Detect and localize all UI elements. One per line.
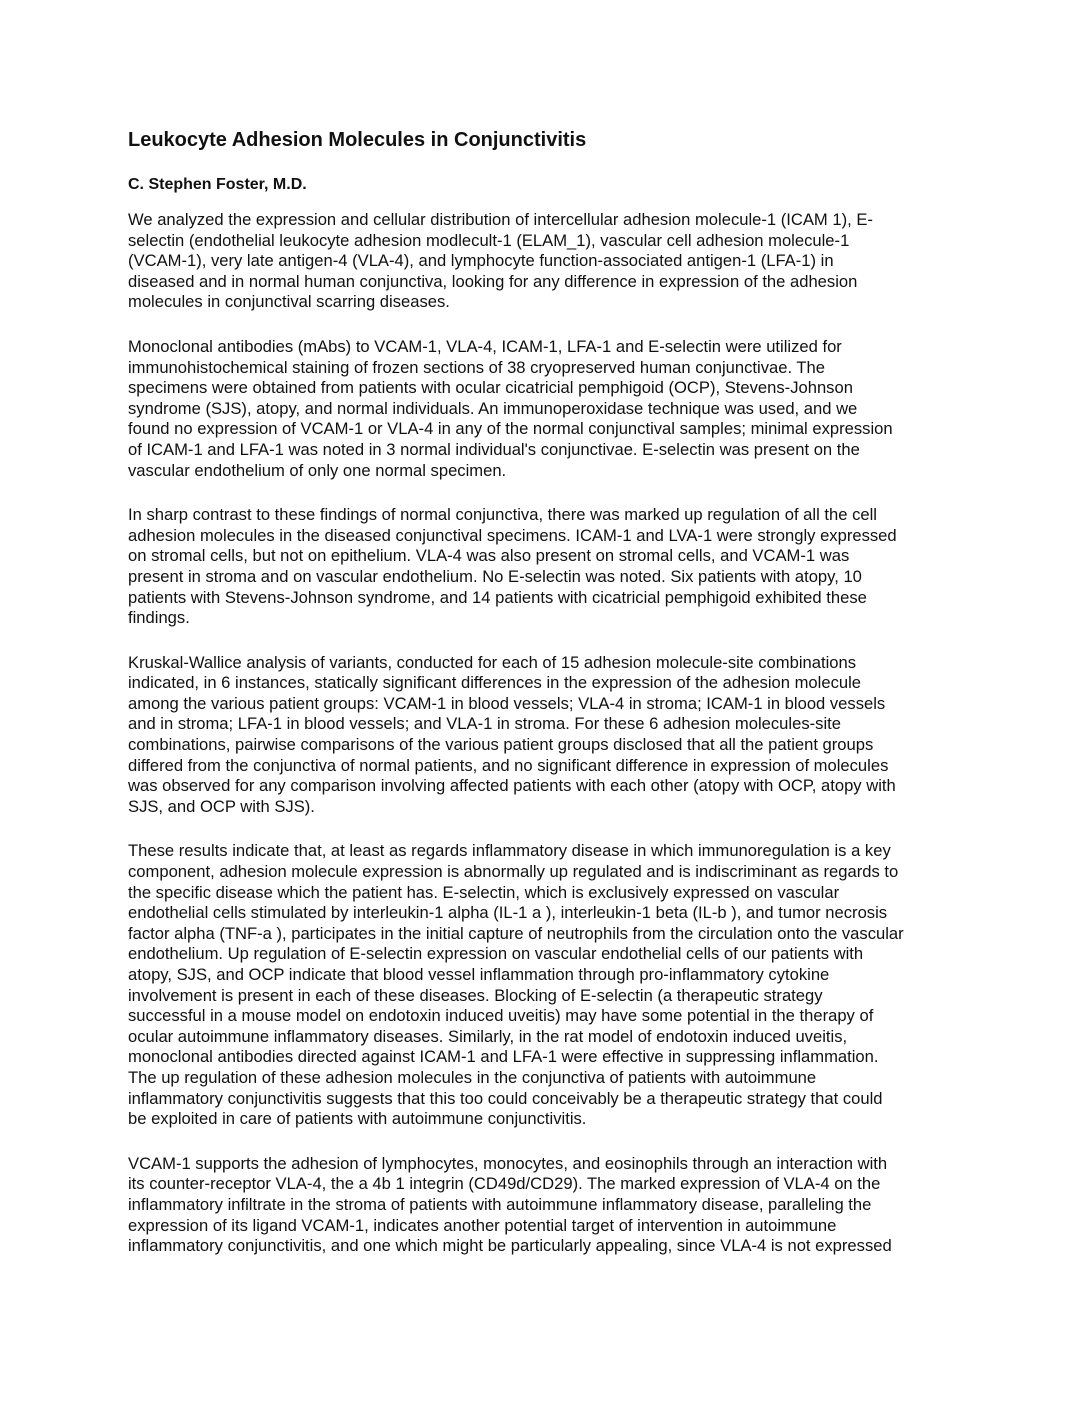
paragraph-line: expression of its ligand VCAM-1, indicates another potential target of intervention in autoimmune xyxy=(128,1215,837,1235)
paragraph-line: was observed for any comparison involving affected patients with each other (atopy with OCP, atopy with xyxy=(128,776,896,796)
paragraph-line: endothelium. Up regulation of E-selectin expression on vascular endothelial cells of our patients with xyxy=(128,944,864,964)
document-title: Leukocyte Adhesion Molecules in Conjunctivitis xyxy=(128,129,587,151)
paragraph-line: its counter-receptor VLA-4, the a 4b 1 integrin (CD49d/CD29). The marked expression of VLA-4 on the xyxy=(128,1174,881,1194)
paragraph-line: atopy, SJS, and OCP indicate that blood vessel inflammation through pro-inflammatory cytokine xyxy=(128,965,830,984)
paragraph-line: component, adhesion molecule expression is abnormally up regulated and is indiscriminant as regards to xyxy=(128,862,899,882)
paragraph-line: VCAM-1 supports the adhesion of lymphocytes, monocytes, and eosinophils through an interaction with xyxy=(128,1153,888,1173)
paragraph-line: ocular autoimmune inflammatory diseases. Similarly, in the rat model of endotoxin induced uveitis, xyxy=(128,1026,848,1046)
paragraph-line: These results indicate that, at least as regards inflammatory disease in which immunoregulation is a key xyxy=(128,841,891,861)
body-paragraph xyxy=(128,653,978,818)
paragraph-line: involvement is present in each of these diseases. Blocking of E-selectin (a therapeutic strategy xyxy=(128,985,823,1005)
paragraph-line: SJS, and OCP with SJS). xyxy=(128,796,315,816)
paragraph-line: In sharp contrast to these findings of normal conjunctiva, there was marked up regulation of all the cell xyxy=(128,505,877,525)
paragraph-line: specimens were obtained from patients with ocular cicatricial pemphigoid (OCP), Stevens-Johnson xyxy=(128,378,853,398)
body-paragraph xyxy=(128,210,978,313)
paragraph-line: indicated, in 6 instances, statically significant differences in the expression of the adhesion molecule xyxy=(128,673,862,693)
paragraph-line: inflammatory conjunctivitis, and one which might be particularly appealing, since VLA-4 is not expressed xyxy=(128,1236,892,1256)
paragraph-line: Kruskal-Wallice analysis of variants, conducted for each of 15 adhesion molecule-site combinations xyxy=(128,652,857,672)
paragraph-line: The up regulation of these adhesion molecules in the conjunctiva of patients with autoimmune xyxy=(128,1067,817,1087)
paragraph-line: syndrome (SJS), atopy, and normal individuals. An immunoperoxidase technique was used, and we xyxy=(128,398,858,418)
document-body xyxy=(128,210,978,1257)
body-paragraph xyxy=(128,841,978,1129)
paragraph-line: selectin (endothelial leukocyte adhesion modlecult-1 (ELAM_1), vascular cell adhesion molecule-1 xyxy=(128,230,850,250)
document-author: C. Stephen Foster, M.D. xyxy=(128,176,307,193)
paragraph-line: found no expression of VCAM-1 or VLA-4 in any of the normal conjunctival samples; minimal expression xyxy=(128,419,893,439)
paragraph-line: successful in a mouse model on endotoxin induced uveitis) may have some potential in the therapy of xyxy=(128,1006,874,1026)
paragraph-line: inflammatory conjunctivitis suggests that this too could conceivably be a therapeutic strategy that could xyxy=(128,1088,883,1108)
paragraph-line: on stromal cells, but not on epithelium. VLA-4 was also present on stromal cells, and VCAM-1 was xyxy=(128,546,850,566)
paragraph-line: (VCAM-1), very late antigen-4 (VLA-4), and lymphocyte function-associated antigen-1 (LFA-1) in xyxy=(128,251,834,271)
paragraph-line: We analyzed the expression and cellular distribution of intercellular adhesion molecule-1 (ICAM 1), E- xyxy=(128,210,873,229)
paragraph-line: adhesion molecules in the diseased conjunctival specimens. ICAM-1 and LVA-1 were strongly expressed xyxy=(128,525,897,545)
paragraph-line: monoclonal antibodies directed against ICAM-1 and LFA-1 were effective in suppressing inflammation. xyxy=(128,1047,879,1067)
paragraph-line: differed from the conjunctiva of normal patients, and no significant difference in expression of molecules xyxy=(128,755,889,775)
paragraph-line: endothelial cells stimulated by interleukin-1 alpha (IL-1 a ), interleukin-1 beta (IL-b ), and tumor necrosis xyxy=(128,903,888,923)
document-page xyxy=(128,126,978,1257)
paragraph-line: diseased and in normal human conjunctiva, looking for any difference in expression of the adhesion xyxy=(128,271,858,291)
paragraph-line: be exploited in care of patients with autoimmune conjunctivitis. xyxy=(128,1109,587,1129)
paragraph-line: factor alpha (TNF-a ), participates in the initial capture of neutrophils from the circulation onto the vascular xyxy=(128,923,904,943)
paragraph-line: among the various patient groups: VCAM-1 in blood vessels; VLA-4 in stroma; ICAM-1 in blood vessels xyxy=(128,693,886,713)
paragraph-line: the specific disease which the patient has. E-selectin, which is exclusively expressed on vascular xyxy=(128,882,840,902)
paragraph-line: findings. xyxy=(128,608,190,628)
paragraph-line: vascular endothelium of only one normal specimen. xyxy=(128,460,507,480)
paragraph-line: molecules in conjunctival scarring diseases. xyxy=(128,292,450,312)
body-paragraph xyxy=(128,1154,978,1257)
body-paragraph xyxy=(128,337,978,481)
paragraph-line: Monoclonal antibodies (mAbs) to VCAM-1, VLA-4, ICAM-1, LFA-1 and E-selectin were utilized for xyxy=(128,336,842,356)
paragraph-line: inflammatory infiltrate in the stroma of patients with autoimmune inflammatory disease, paralleling the xyxy=(128,1194,872,1214)
paragraph-line: of ICAM-1 and LFA-1 was noted in 3 normal individual's conjunctivae. E-selectin was present on the xyxy=(128,439,860,459)
paragraph-line: combinations, pairwise comparisons of the various patient groups disclosed that all the patient groups xyxy=(128,735,874,755)
paragraph-line: and in stroma; LFA-1 in blood vessels; and VLA-1 in stroma. For these 6 adhesion molecules-site xyxy=(128,714,841,734)
paragraph-line: present in stroma and on vascular endothelium. No E-selectin was noted. Six patients with atopy, 10 xyxy=(128,566,862,586)
paragraph-line: patients with Stevens-Johnson syndrome, and 14 patients with cicatricial pemphigoid exhibited these xyxy=(128,587,867,607)
body-paragraph xyxy=(128,505,978,629)
paragraph-line: immunohistochemical staining of frozen sections of 38 cryopreserved human conjunctivae. The xyxy=(128,357,825,377)
